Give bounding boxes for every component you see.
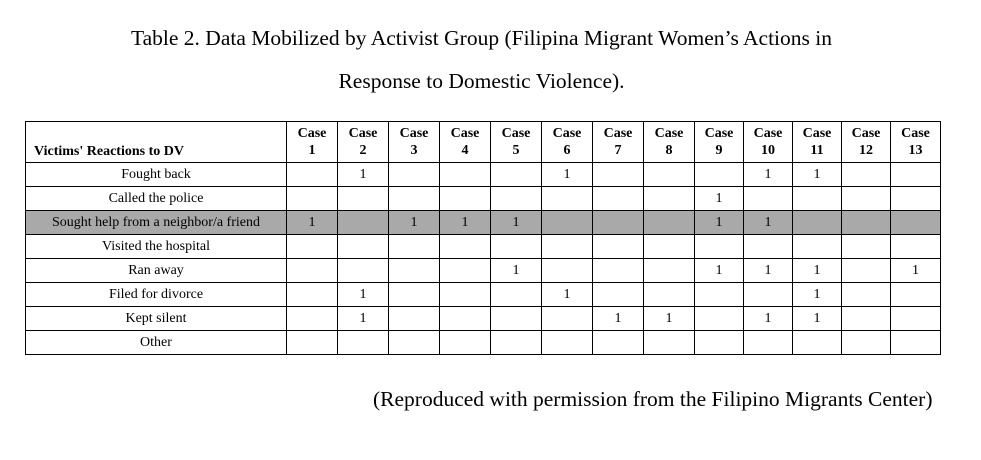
- table-cell: [440, 307, 491, 331]
- table-cell: 1: [695, 211, 744, 235]
- table-cell: [491, 331, 542, 355]
- case-number: 4: [461, 143, 469, 158]
- table-cell: [491, 283, 542, 307]
- table-row: [26, 187, 941, 211]
- table-cell: [744, 235, 793, 259]
- case-number: 7: [614, 143, 622, 158]
- table-row: [26, 283, 941, 307]
- table-cell: 1: [793, 259, 842, 283]
- case-number: 9: [715, 143, 723, 158]
- table-cell: [389, 331, 440, 355]
- table-cell: 1: [695, 259, 744, 283]
- case-header-12: [842, 122, 891, 163]
- table-cell: [593, 259, 644, 283]
- footnote: (Reproduced with permission from the Filipino Migrants Center): [373, 387, 933, 411]
- case-header-8: [644, 122, 695, 163]
- case-word: Case: [501, 126, 531, 141]
- case-header-7: [593, 122, 644, 163]
- case-word: Case: [802, 126, 832, 141]
- table-cell: [389, 283, 440, 307]
- table-cell: [542, 331, 593, 355]
- case-number: 2: [359, 143, 367, 158]
- table-cell: [644, 283, 695, 307]
- table-cell: [338, 331, 389, 355]
- table-cell: [644, 211, 695, 235]
- table-cell: [440, 235, 491, 259]
- table-cell: [842, 235, 891, 259]
- table-cell: [287, 259, 338, 283]
- table-cell: [338, 211, 389, 235]
- table-cell: [891, 307, 941, 331]
- case-header-2: [338, 122, 389, 163]
- table-cell: [695, 283, 744, 307]
- table-cell: 1: [440, 211, 491, 235]
- case-header-10: [744, 122, 793, 163]
- table-cell: 1: [891, 259, 941, 283]
- table-cell: 1: [793, 163, 842, 187]
- table-cell: 1: [287, 211, 338, 235]
- table-cell: [793, 331, 842, 355]
- table-cell: 1: [389, 211, 440, 235]
- table-cell: [644, 235, 695, 259]
- table-cell: [842, 187, 891, 211]
- table-cell: 1: [744, 307, 793, 331]
- table-cell: [440, 187, 491, 211]
- reactions-table: [25, 121, 941, 355]
- table-cell: [491, 163, 542, 187]
- table-cell: [491, 307, 542, 331]
- case-number: 11: [810, 143, 824, 158]
- table-cell: [842, 331, 891, 355]
- table-cell: [842, 211, 891, 235]
- table-cell: [593, 235, 644, 259]
- table-cell: [542, 187, 593, 211]
- case-word: Case: [399, 126, 429, 141]
- table-cell: [440, 163, 491, 187]
- case-word: Case: [704, 126, 734, 141]
- table-cell: 1: [542, 163, 593, 187]
- table-cell: [542, 211, 593, 235]
- table-cell: [744, 283, 793, 307]
- table-cell: [842, 259, 891, 283]
- case-word: Case: [753, 126, 783, 141]
- table-cell: [793, 235, 842, 259]
- table-cell: [695, 331, 744, 355]
- table-header-row: [26, 122, 941, 163]
- case-number: 1: [308, 143, 316, 158]
- table-cell: 1: [744, 211, 793, 235]
- table-cell: [891, 187, 941, 211]
- row-label: Ran away: [26, 259, 287, 283]
- table-cell: [644, 259, 695, 283]
- row-label: Sought help from a neighbor/a friend: [26, 211, 287, 235]
- table-cell: [287, 187, 338, 211]
- case-word: Case: [654, 126, 684, 141]
- table-cell: 1: [744, 163, 793, 187]
- case-header-3: [389, 122, 440, 163]
- table-cell: [793, 211, 842, 235]
- table-title-line-2: Response to Domestic Violence).: [338, 69, 625, 93]
- table-row: [26, 235, 941, 259]
- table-cell: [891, 235, 941, 259]
- table-row: [26, 211, 941, 235]
- case-number: 3: [410, 143, 418, 158]
- table-cell: [593, 211, 644, 235]
- case-word: Case: [297, 126, 327, 141]
- case-word: Case: [851, 126, 881, 141]
- table-cell: [744, 187, 793, 211]
- table-cell: [542, 259, 593, 283]
- row-label: Fought back: [26, 163, 287, 187]
- table-cell: [695, 163, 744, 187]
- case-number: 10: [761, 143, 775, 158]
- row-header-cell: Victims' Reactions to DV: [26, 122, 287, 163]
- case-word: Case: [348, 126, 378, 141]
- table-cell: [542, 307, 593, 331]
- table-cell: [338, 235, 389, 259]
- table-cell: [593, 163, 644, 187]
- table-cell: [891, 163, 941, 187]
- table-cell: 1: [744, 259, 793, 283]
- table-cell: [891, 331, 941, 355]
- case-header-1: [287, 122, 338, 163]
- table-cell: [389, 259, 440, 283]
- table-cell: 1: [695, 187, 744, 211]
- table-cell: 1: [338, 307, 389, 331]
- case-header-5: [491, 122, 542, 163]
- table-row: [26, 331, 941, 355]
- table-cell: [593, 283, 644, 307]
- table-body: [26, 163, 941, 355]
- table-cell: [389, 163, 440, 187]
- row-label: Filed for divorce: [26, 283, 287, 307]
- table-cell: [287, 163, 338, 187]
- table-cell: 1: [593, 307, 644, 331]
- table-cell: [440, 259, 491, 283]
- case-number: 12: [859, 143, 873, 158]
- table-cell: [389, 235, 440, 259]
- table-title-line-1: Table 2. Data Mobilized by Activist Group (Filipina Migrant Women’s Actions in: [130, 26, 832, 50]
- case-number: 13: [908, 143, 923, 158]
- table-cell: 1: [338, 283, 389, 307]
- table-cell: [491, 235, 542, 259]
- table-cell: [440, 331, 491, 355]
- table-row: [26, 259, 941, 283]
- table-cell: 1: [338, 163, 389, 187]
- table-cell: [338, 187, 389, 211]
- row-label: Other: [26, 331, 287, 355]
- case-word: Case: [552, 126, 582, 141]
- case-number: 8: [665, 143, 673, 158]
- table-cell: [644, 163, 695, 187]
- table-cell: [287, 307, 338, 331]
- table-row: [26, 307, 941, 331]
- case-header-11: [793, 122, 842, 163]
- table-cell: [891, 283, 941, 307]
- case-header-13: [891, 122, 941, 163]
- table-cell: [842, 163, 891, 187]
- case-header-4: [440, 122, 491, 163]
- table-cell: [491, 187, 542, 211]
- table-cell: [644, 187, 695, 211]
- table-cell: [695, 235, 744, 259]
- table-cell: [287, 235, 338, 259]
- table-cell: 1: [644, 307, 695, 331]
- table-cell: [593, 187, 644, 211]
- table-cell: [695, 307, 744, 331]
- table-cell: [287, 283, 338, 307]
- row-label: Called the police: [26, 187, 287, 211]
- case-number: 6: [563, 143, 571, 158]
- table-cell: [744, 331, 793, 355]
- table-cell: [644, 331, 695, 355]
- case-header-6: [542, 122, 593, 163]
- table-cell: 1: [491, 211, 542, 235]
- table-cell: [287, 331, 338, 355]
- table-cell: [793, 187, 842, 211]
- table-cell: 1: [491, 259, 542, 283]
- case-number: 5: [512, 143, 520, 158]
- table-cell: [593, 331, 644, 355]
- table-cell: [389, 187, 440, 211]
- table-cell: [338, 259, 389, 283]
- table-cell: 1: [793, 283, 842, 307]
- case-word: Case: [901, 126, 930, 141]
- row-label: Kept silent: [26, 307, 287, 331]
- table-cell: 1: [793, 307, 842, 331]
- table-cell: [842, 283, 891, 307]
- case-word: Case: [603, 126, 633, 141]
- table-cell: [440, 283, 491, 307]
- case-header-9: [695, 122, 744, 163]
- table-cell: [389, 307, 440, 331]
- table-cell: [542, 235, 593, 259]
- table-cell: [891, 211, 941, 235]
- table-cell: 1: [542, 283, 593, 307]
- table-row: [26, 163, 941, 187]
- case-word: Case: [450, 126, 480, 141]
- table-cell: [842, 307, 891, 331]
- row-label: Visited the hospital: [26, 235, 287, 259]
